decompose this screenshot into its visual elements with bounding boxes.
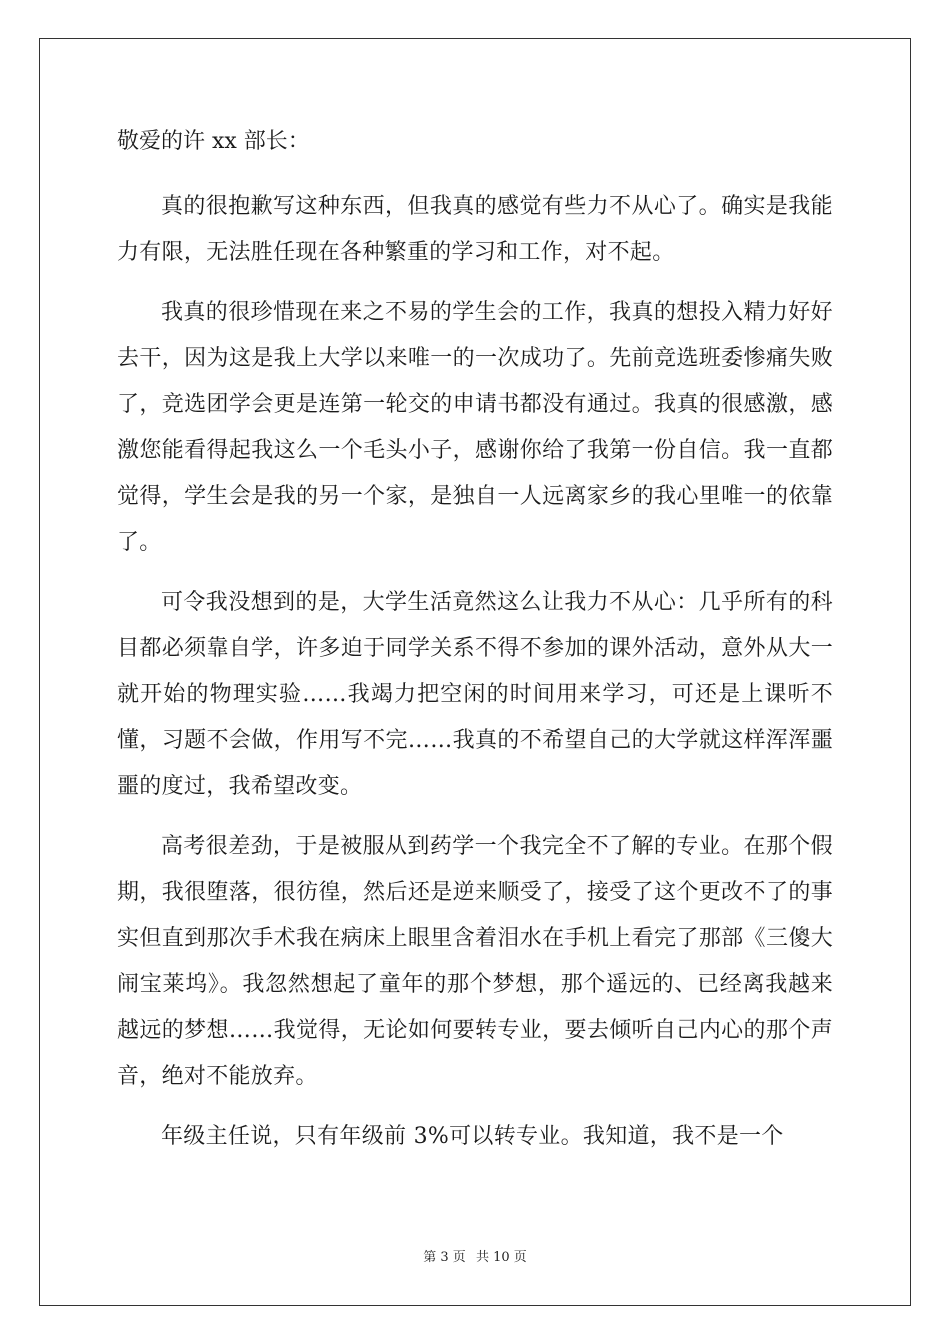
paragraph-3: 可令我没想到的是，大学生活竟然这么让我力不从心：几乎所有的科目都必须靠自学，许多迫于同学关系不得不参加的课外活动，意外从大一就开始的物理实验……我竭力把空闲的时间用来学习，可还是上课听不懂，习题不会做，作用写不完……我真的不希望自己的大学就这样浑浑噩噩的度过，我希望改变。 [117, 590, 833, 799]
salutation: 敬爱的许 xx 部长： [117, 129, 310, 154]
paragraph-5: 年级主任说，只有年级前 3%可以转专业。我知道，我不是一个 [161, 1124, 784, 1149]
page-number: 第 3 页 [423, 1250, 466, 1265]
page-total: 共 10 页 [475, 1250, 527, 1265]
page-footer [0, 1246, 950, 1265]
paragraph-2: 我真的很珍惜现在来之不易的学生会的工作，我真的想投入精力好好去干，因为这是我上大学以来唯一的一次成功了。先前竞选班委惨痛失败了，竞选团学会更是连第一轮交的申请书都没有通过。我真的很感激，感激您能看得起我这么一个毛头小子，感谢你给了我第一份自信。我一直都觉得，学生会是我的另一个家，是独自一人远离家乡的我心里唯一的依靠了。 [117, 300, 833, 555]
paragraph-4: 高考很差劲，于是被服从到药学一个我完全不了解的专业。在那个假期，我很堕落，很彷徨，然后还是逆来顺受了，接受了这个更改不了的事实但直到那次手术我在病床上眼里含着泪水在手机上看完了那部《三傻大闹宝莱坞》。我忽然想起了童年的那个梦想，那个遥远的、已经离我越来越远的梦想……我觉得，无论如何要转专业，要去倾听自己内心的那个声音，绝对不能放弃。 [117, 834, 833, 1089]
document-body [117, 128, 833, 1160]
paragraph-1: 真的很抱歉写这种东西，但我真的感觉有些力不从心了。确实是我能力有限，无法胜任现在各种繁重的学习和工作，对不起。 [117, 194, 833, 265]
